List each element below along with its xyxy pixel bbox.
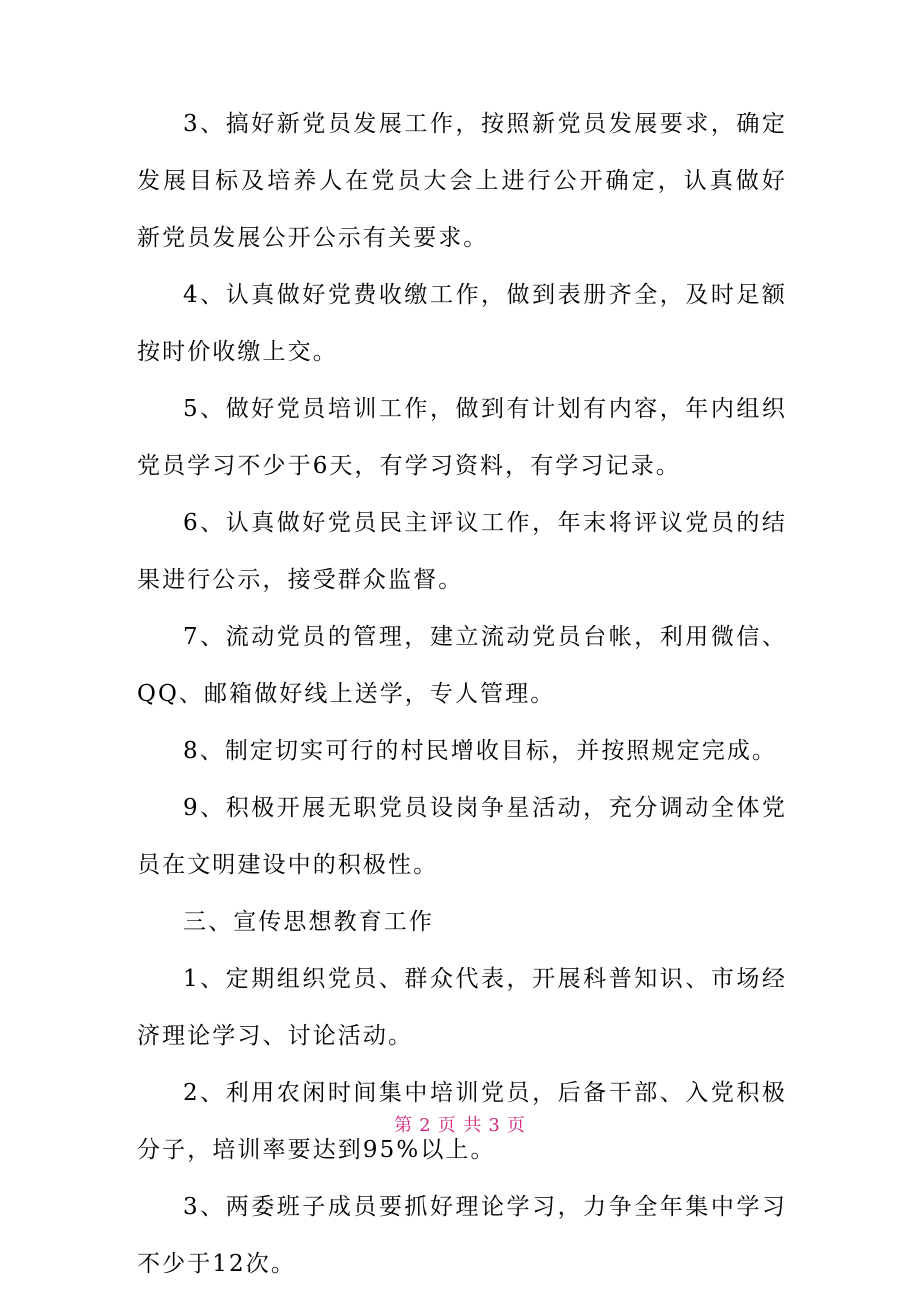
paragraph-item-6-democratic-evaluation: 6、认真做好党员民主评议工作，年末将评议党员的结果进行公示，接受群众监督。	[137, 510, 787, 593]
footer-current-page: 2	[419, 1115, 432, 1136]
paragraph-item-4-party-dues: 4、认真做好党费收缴工作，做到表册齐全，及时足额按时价收缴上交。	[137, 282, 787, 365]
paragraph-item-3-party-member-development: 3、搞好新党员发展工作，按照新党员发展要求，确定发展目标及培养人在党员大会上进行公开确定，认真做好新党员发展公开公示有关要求。	[137, 111, 787, 251]
paragraph-item-1-regular-study: 1、定期组织党员、群众代表，开展科普知识、市场经济理论学习、讨论活动。	[137, 966, 787, 1049]
footer-label-end: 页	[506, 1115, 526, 1136]
paragraph-item-9-star-activities: 9、积极开展无职党员设岗争星活动，充分调动全体党员在文明建设中的积极性。	[137, 795, 787, 878]
paragraph-item-8-income-goals: 8、制定切实可行的村民增收目标，并按照规定完成。	[183, 738, 778, 764]
footer-total-pages: 3	[488, 1115, 501, 1136]
paragraph-item-5-member-training: 5、做好党员培训工作，做到有计划有内容，年内组织党员学习不少于6天，有学习资料，有学习记录。	[137, 396, 787, 479]
paragraph-item-3-theory-study: 3、两委班子成员要抓好理论学习，力争全年集中学习不少于12次。	[137, 1194, 787, 1277]
footer-label-of: 页 共	[437, 1115, 483, 1136]
section-heading-publicity-education: 三、宣传思想教育工作	[183, 909, 434, 935]
paragraph-item-7-mobile-members: 7、流动党员的管理，建立流动党员台帐，利用微信、QQ、邮箱做好线上送学，专人管理。	[137, 624, 787, 707]
footer-label-page: 第	[394, 1115, 414, 1136]
page-footer	[0, 1111, 920, 1137]
paragraph-item-2-slack-season-training: 2、利用农闲时间集中培训党员，后备干部、入党积极分子，培训率要达到95%以上。	[137, 1080, 787, 1163]
